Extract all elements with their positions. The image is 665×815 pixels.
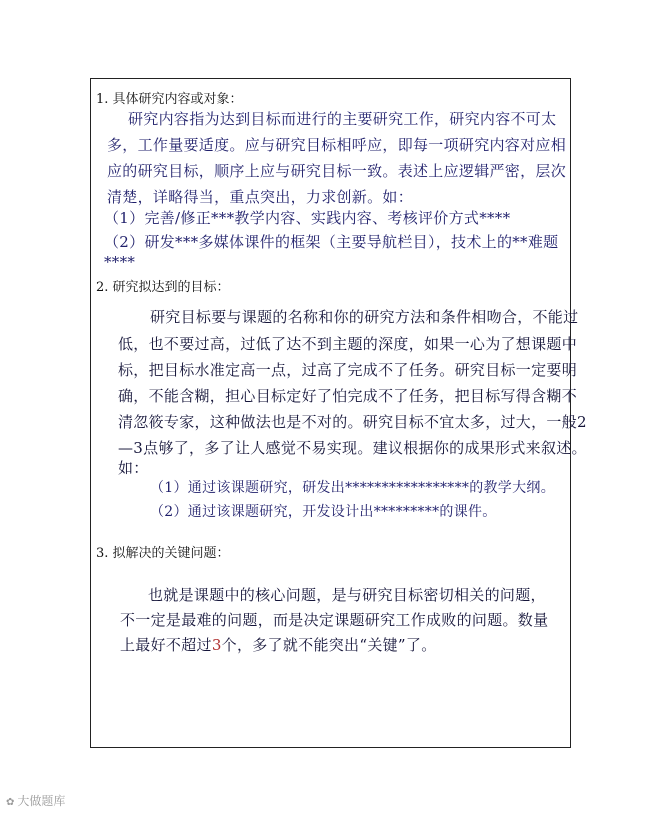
section1-line: ****: [104, 253, 136, 271]
watermark: [6, 792, 65, 809]
section3-line: 也就是课题中的核心问题，是与研究目标密切相关的问题，: [148, 586, 546, 604]
section1-heading: 1. 具体研究内容或对象：: [96, 92, 243, 107]
section1-line: 清楚，详略得当，重点突出，力求创新。如：: [107, 188, 414, 206]
section3-line: 不一定是最难的问题，而是决定课题研究工作成败的问题。数量: [120, 611, 549, 629]
section2-line: 低，也不要过高，过低了达不到主题的深度，如果一心为了想课题中: [118, 335, 578, 353]
section2-line: 标，把目标水准定高一点，过高了完成不了任务。研究目标一定要明: [118, 361, 578, 379]
section2-line: 如：: [118, 459, 149, 477]
logo-icon: ✿: [6, 797, 15, 808]
section1-line: 应的研究目标，顺序上应与研究目标一致。表述上应逻辑严密，层次: [107, 162, 567, 180]
section3-line3-before: 上最好不超过: [120, 636, 212, 654]
section1-item: （2）研发***多媒体课件的框架（主要导航栏目），技术上的**难题: [104, 233, 559, 251]
section3-line3-after: 个，多了就不能突出“关键”了。: [221, 636, 437, 654]
section2-line: 确，不能含糊，担心目标定好了怕完成不了任务，把目标写得含糊不: [118, 387, 578, 405]
watermark-text: 大做题库: [17, 794, 66, 808]
section3-line: [120, 634, 437, 655]
section1-line: 研究内容指为达到目标而进行的主要研究工作，研究内容不可太: [128, 110, 557, 128]
section2-line: —3点够了，多了让人感觉不易实现。建议根据你的成果形式来叙述。: [118, 439, 587, 457]
section2-line: 清忽筱专家，这种做法也是不对的。研究目标不宜太多，过大，一般2: [118, 413, 587, 431]
section3-heading: 3. 拟解决的关键问题：: [96, 546, 230, 561]
section2-heading: 2. 研究拟达到的目标：: [96, 280, 230, 295]
section2-line: 研究目标要与课题的名称和你的研究方法和条件相吻合，不能过: [150, 308, 579, 326]
section2-item: （1）通过该课题研究，研发出*****************的教学大纲。: [150, 480, 556, 496]
section1-line: 多，工作量要适度。应与研究目标相呼应，即每一项研究内容对应相: [107, 136, 567, 154]
key-count-number: 3: [211, 636, 222, 654]
section1-item: （1）完善/修正***教学内容、实践内容、考核评价方式****: [104, 209, 511, 227]
section2-item: （2）通过该课题研究，开发设计出*********的课件。: [150, 504, 497, 520]
